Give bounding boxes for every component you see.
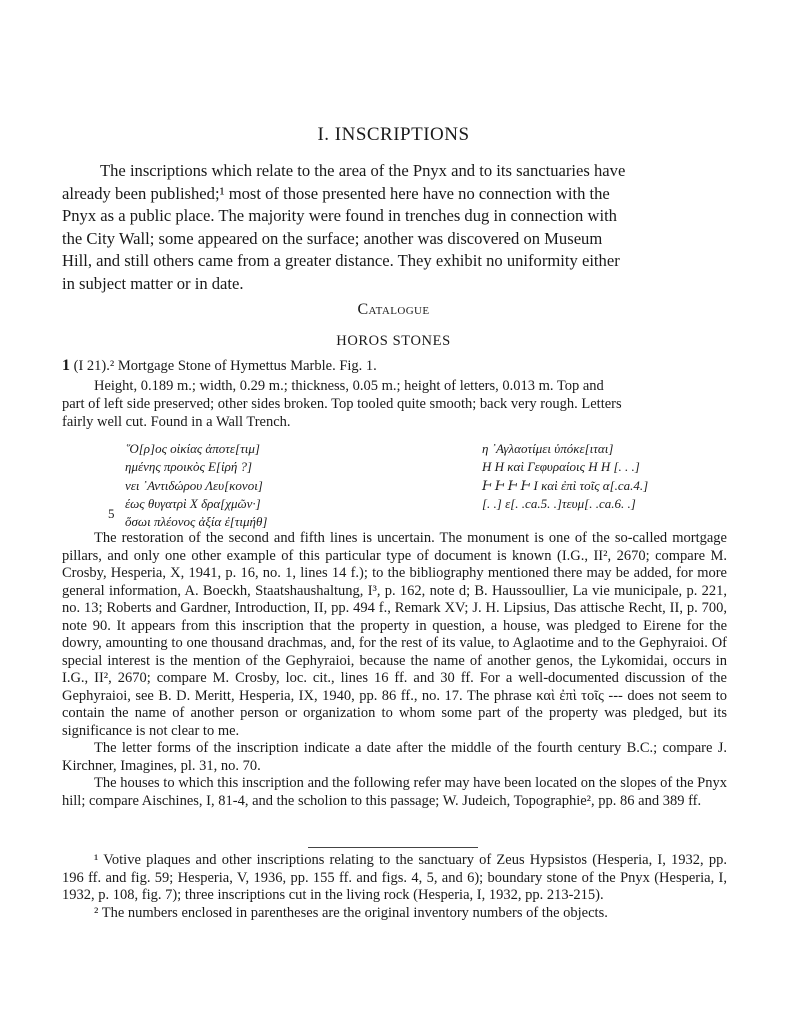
greek-line: [. .] ε[. .ca.5. .]τευμ[. .ca.6. .]: [482, 495, 636, 511]
greek-line: ὅσωι πλέονος ἀξία ἐ[τιμήθ]: [125, 514, 268, 530]
footnote-divider: [308, 847, 478, 848]
section-heading: I. INSCRIPTIONS: [317, 124, 470, 145]
description-line: Height, 0.189 m.; width, 0.29 m.; thickness, 0.05 m.; height of letters, 0.013 m. Top and: [94, 378, 604, 394]
description-line: part of left side preserved; other sides broken. Top tooled quite smooth; back very rough. Letters: [62, 396, 622, 412]
horos-stones-subheading: HOROS STONES: [336, 333, 451, 349]
description-line: fairly well cut. Found in a Wall Trench.: [62, 414, 291, 430]
catalogue-heading: Catalogue: [357, 301, 430, 318]
intro-line: The inscriptions which relate to the area of the Pnyx and to its sanctuaries have: [100, 161, 626, 180]
intro-paragraph: [62, 160, 727, 295]
commentary: [62, 530, 727, 810]
entry-title: [62, 357, 727, 375]
greek-text-left: [125, 440, 425, 531]
intro-line: Hill, and still others came from a greater distance. They exhibit no uniformity either: [62, 251, 620, 270]
greek-line: ῞Ο[ρ]ος οἰκίας ἀποτε[τιμ]: [125, 441, 260, 456]
commentary-paragraph: The houses to which this inscription and the following refer may have been located on the slopes of the Pnyx hill; compare Aischines, I, 81-4, and the scholion to this passage; W. Judeich, Topographie², pp. 86 and 389 ff.: [62, 775, 727, 809]
greek-line: η ᾿Αγλαοτίμει ὑπόκε[ιται]: [482, 441, 614, 456]
footnote: ¹ Votive plaques and other inscriptions relating to the sanctuary of Zeus Hypsistos (Hesperia, I, 1932, pp. 196 ff. and fig. 59; Hesperia, V, 1936, pp. 155 ff. and figs. 4, 5, and 6); boundary stone of the Pnyx (Hesperia, I, 1932, p. 108, fig. 7); three inscriptions cut in the living rock (Hesperia, I, 1932, pp. 213-215).: [62, 852, 727, 903]
intro-line: in subject matter or in date.: [62, 273, 244, 293]
commentary-paragraph: The letter forms of the inscription indicate a date after the middle of the fourth century B.C.; compare J. Kirchner, Imagines, pl. 31, no. 70.: [62, 740, 727, 774]
line-number: 5: [108, 506, 115, 521]
footnotes: [62, 852, 727, 922]
intro-line: the City Wall; some appeared on the surface; another was discovered on Museum: [62, 228, 603, 248]
commentary-paragraph: The restoration of the second and fifth lines is uncertain. The monument is one of the so-called mortgage pillars, and only one other example of this particular type of document is known (I.G., II², 2670; compare M. Crosby, Hesperia, X, 1941, p. 16, no. 1, lines 14 f.); to the bibliography mentioned there may be added, for more general information, A. Boeckh, Staatshaushaltung, I³, p. 162, note d; B. Haussoullier, La vie municipale, p. 221, no. 13; Roberts and Gardner, Introduction, II, pp. 494 f., Remark XV; J. H. Lipsius, Das attische Recht, II, p. 700, note 90. It appears from this inscription that the property in question, a house, was pledged to Eirene for the dowry, amounting to one thousand drachmas, and, for the rest of its value, to Aglaotime and to the Gephyraioi. Of special interest is the mention of the Gephyraioi, because the name of another genos, the Lykomidai, occurs in I.G., II², 2670; compare M. Crosby, loc. cit., lines 16 ff. and 30 ff. For a well-documented discussion of the Gephyraioi, see B. D. Meritt, Hesperia, IX, 1940, pp. 86 ff., no. 17. The phrase καὶ ἐπὶ τοῖς --- does not seem to contain the name of another person or organization to whom some part of the property was pledged, but its significance is not clear to me.: [62, 530, 727, 739]
intro-line: already been published;¹ most of those presented here have no connection with the: [62, 183, 610, 203]
entry-title-text: (I 21).² Mortgage Stone of Hymettus Marble. Fig. 1.: [70, 358, 377, 374]
greek-line: νει ᾿Αντιδώρου Λευ[κονοι]: [125, 477, 263, 493]
greek-line: έως θυγατρὶ Χ δρα[χμῶν·]: [125, 495, 261, 511]
greek-line: Ͱ Ͱ Ͱ Ͱ Ι καὶ ἐπὶ τοῖς α[.ca.4.]: [482, 477, 649, 493]
entry-description: [62, 377, 727, 431]
greek-line: Η Η καὶ Γεφυραίοις Η Η [. . .]: [482, 459, 640, 475]
greek-line: ημένης προικὸς Ε[ἰρή ?]: [125, 459, 253, 475]
footnote: ² The numbers enclosed in parentheses are the original inventory numbers of the objects.: [94, 904, 608, 921]
intro-line: Pnyx as a public place. The majority were found in trenches dug in connection with: [62, 206, 617, 225]
greek-text-right: [482, 440, 712, 513]
entry-number: 1: [62, 357, 70, 374]
